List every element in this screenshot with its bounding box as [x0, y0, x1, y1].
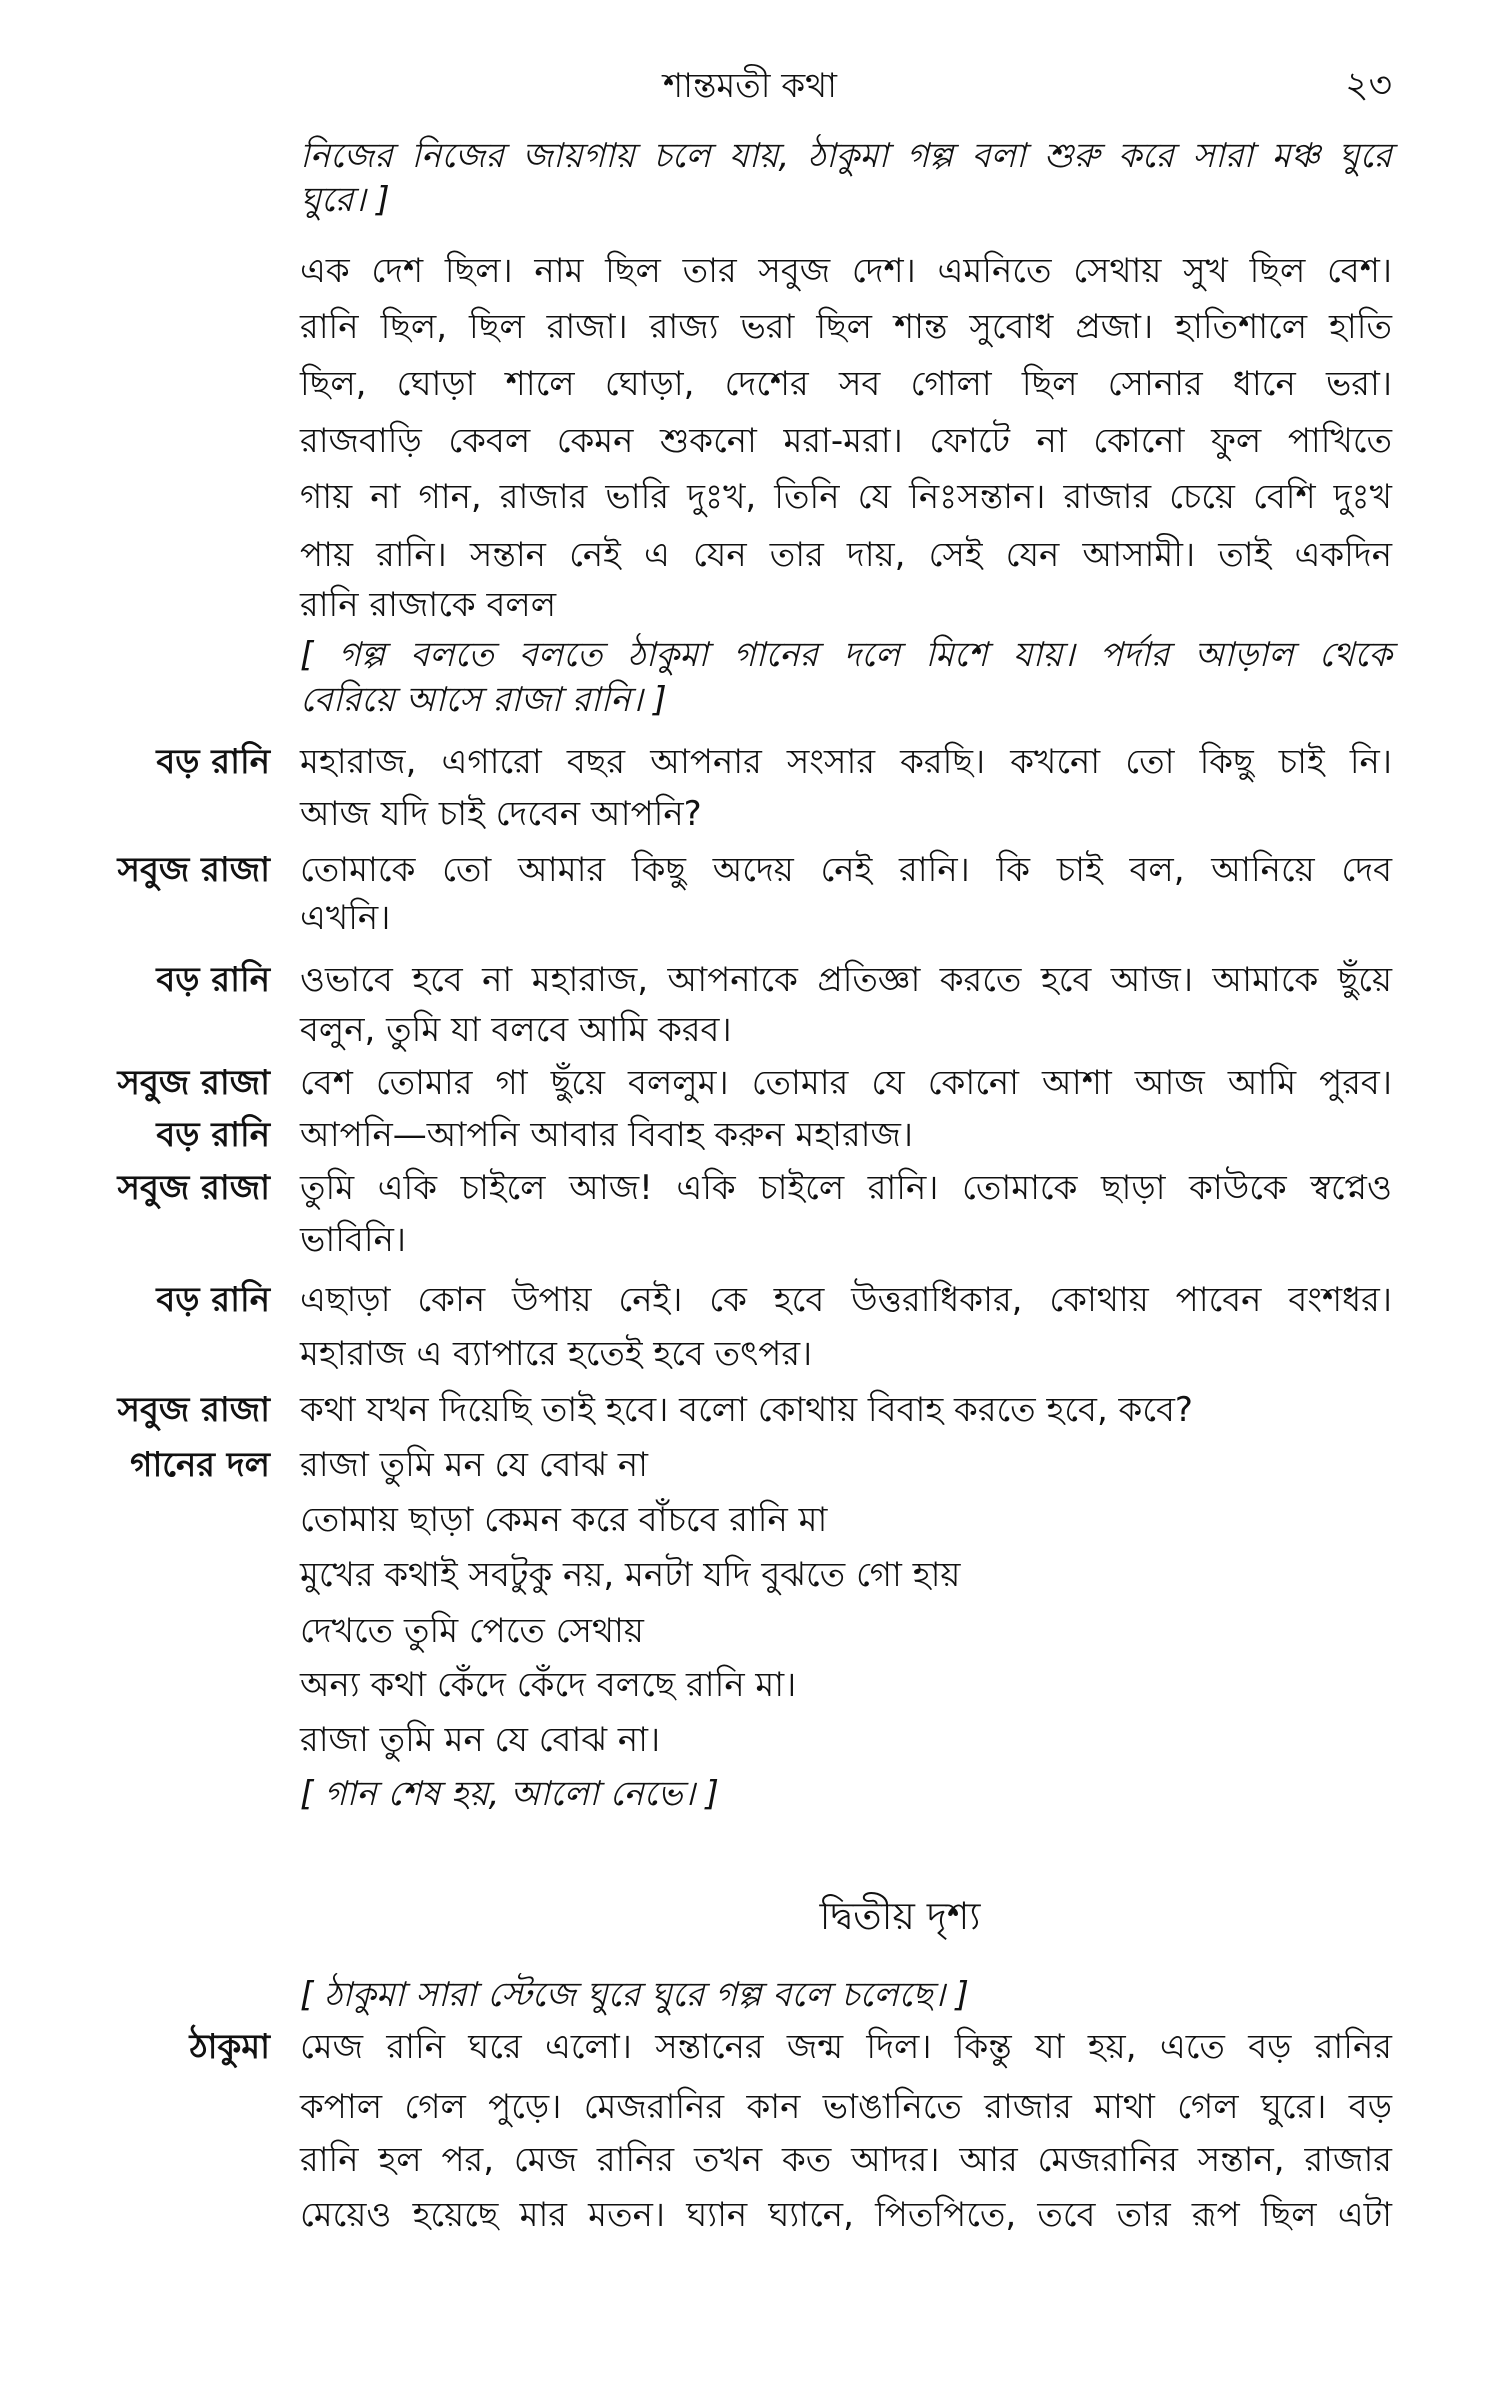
song-line: অন্য কথা কেঁদে কেঁদে বলছে রানি মা। [300, 1665, 797, 1705]
dialogue-line: ভাবিনি। [300, 1220, 407, 1260]
narration-line: ছিল, ঘোড়া শালে ঘোড়া, দেশের সব গোলা ছিল সোনার ধানে ভরা। [300, 364, 1392, 404]
dialogue-line: তুমি একি চাইলে আজ! একি চাইলে রানি। তোমাকে ছাড়া কাউকে স্বপ্নেও [300, 1168, 1392, 1208]
narration-line: এক দেশ ছিল। নাম ছিল তার সবুজ দেশ। এমনিতে সেথায় সুখ ছিল বেশ। [300, 251, 1392, 291]
dialogue-line: আপনি—আপনি আবার বিবাহ করুন মহারাজ। [300, 1115, 914, 1155]
speaker-name: বড় রানি [156, 742, 270, 782]
dialogue-line: মহারাজ, এগারো বছর আপনার সংসার করছি। কখনো তো কিছু চাই নি। [300, 742, 1392, 782]
stage-direction: নিজের নিজের জায়গায় চলে যায়, ঠাকুমা গল্প বলা শুরু করে সারা মঞ্চ ঘুরে [300, 136, 1392, 176]
dialogue-line: কপাল গেল পুড়ে। মেজরানির কান ভাঙানিতে রাজার মাথা গেল ঘুরে। বড় [300, 2087, 1392, 2127]
speaker-name: ঠাকুমা [189, 2027, 270, 2067]
page-number: ২৩ [1345, 65, 1392, 106]
dialogue-line: মেয়েও হয়েছে মার মতন। ঘ্যান ঘ্যানে, পিতপিতে, তবে তার রূপ ছিল এটা [300, 2195, 1392, 2235]
song-line: মুখের কথাই সবটুকু নয়, মনটা যদি বুঝতে গো হায় [300, 1555, 961, 1595]
song-line: তোমায় ছাড়া কেমন করে বাঁচবে রানি মা [300, 1500, 828, 1540]
dialogue-line: রানি হল পর, মেজ রানির তখন কত আদর। আর মেজরানির সন্তান, রাজার [300, 2140, 1392, 2180]
speaker-name: বড় রানি [156, 960, 270, 1000]
narration-line: পায় রানি। সন্তান নেই এ যেন তার দায়, সেই যেন আসামী। তাই একদিন [300, 535, 1392, 575]
stage-direction: [ গল্প বলতে বলতে ঠাকুমা গানের দলে মিশে যায়। পর্দার আড়াল থেকে [300, 635, 1392, 675]
dialogue-line: বলুন, তুমি যা বলবে আমি করব। [300, 1010, 732, 1050]
scene-heading: দ্বিতীয় দৃশ্য [819, 1894, 981, 1938]
song-line: রাজা তুমি মন যে বোঝ না [300, 1445, 649, 1485]
stage-direction: [ ঠাকুমা সারা স্টেজে ঘুরে ঘুরে গল্প বলে চলেছে। ] [300, 1975, 969, 2015]
dialogue-line: এছাড়া কোন উপায় নেই। কে হবে উত্তরাধিকার, কোথায় পাবেন বংশধর। [300, 1280, 1392, 1320]
dialogue-line: এখনি। [300, 898, 391, 938]
dialogue-line: বেশ তোমার গা ছুঁয়ে বললুম। তোমার যে কোনো আশা আজ আমি পুরব। [300, 1063, 1392, 1103]
dialogue-line: মহারাজ এ ব্যাপারে হতেই হবে তৎপর। [300, 1334, 813, 1374]
song-line: দেখতে তুমি পেতে সেথায় [300, 1611, 644, 1651]
speaker-name: সবুজ রাজা [117, 850, 270, 890]
song-line: রাজা তুমি মন যে বোঝ না। [300, 1720, 661, 1760]
speaker-name: বড় রানি [156, 1115, 270, 1155]
dialogue-line: আজ যদি চাই দেবেন আপনি? [300, 794, 702, 834]
stage-direction: ঘুরে। ] [300, 180, 390, 220]
stage-direction: বেরিয়ে আসে রাজা রানি। ] [300, 680, 667, 720]
speaker-name: গানের দল [130, 1445, 270, 1485]
narration-line: রানি ছিল, ছিল রাজা। রাজ্য ভরা ছিল শান্ত সুবোধ প্রজা। হাতিশালে হাতি [300, 307, 1392, 347]
stage-direction: [ গান শেষ হয়, আলো নেভে। ] [300, 1774, 719, 1814]
dialogue-line: তোমাকে তো আমার কিছু অদেয় নেই রানি। কি চাই বল, আনিয়ে দেব [300, 850, 1392, 890]
narration-line: রানি রাজাকে বলল [300, 585, 557, 625]
running-header: শান্তমতী কথা [663, 66, 837, 106]
speaker-name: বড় রানি [156, 1280, 270, 1320]
speaker-name: সবুজ রাজা [117, 1063, 270, 1103]
speaker-name: সবুজ রাজা [117, 1390, 270, 1430]
dialogue-line: ওভাবে হবে না মহারাজ, আপনাকে প্রতিজ্ঞা করতে হবে আজ। আমাকে ছুঁয়ে [300, 960, 1392, 1000]
dialogue-line: কথা যখন দিয়েছি তাই হবে। বলো কোথায় বিবাহ করতে হবে, কবে? [300, 1390, 1193, 1430]
dialogue-line: মেজ রানি ঘরে এলো। সন্তানের জন্ম দিল। কিন্তু যা হয়, এতে বড় রানির [300, 2027, 1392, 2067]
narration-line: গায় না গান, রাজার ভারি দুঃখ, তিনি যে নিঃসন্তান। রাজার চেয়ে বেশি দুঃখ [300, 477, 1392, 517]
speaker-name: সবুজ রাজা [117, 1168, 270, 1208]
narration-line: রাজবাড়ি কেবল কেমন শুকনো মরা-মরা। ফোটে না কোনো ফুল পাখিতে [300, 421, 1392, 461]
